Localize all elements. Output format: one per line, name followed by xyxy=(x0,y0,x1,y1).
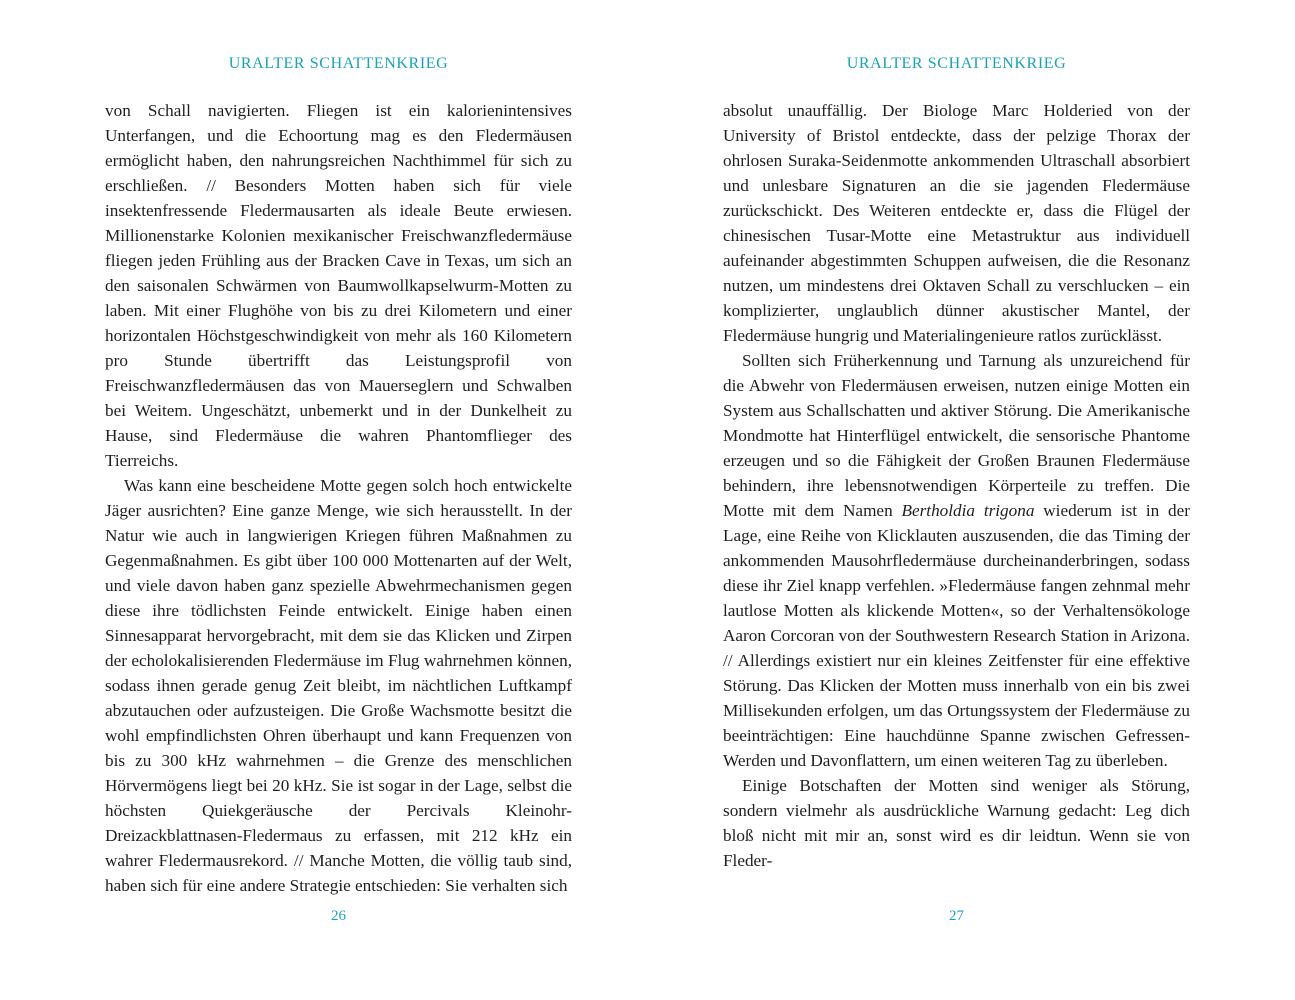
right-paragraph-2-part-1: Sollten sich Früherkennung und Tarnung als unzureichend für die Abwehr von Fledermäusen erweisen, nutzen einige Motten ein System aus Schallschatten und aktiver Störung. Die Amerikanische Mondmotte hat Hinterflügel entwickelt, die sensorische Phantome erzeugen und so die Fähigkeit der Großen Braunen Fledermäuse behindern, ihre lebensnotwendigen Körperteile zu treffen. Die Motte mit dem Namen xyxy=(723,351,1190,520)
right-paragraph-1: absolut unauffällig. Der Biologe Marc Holderied von der University of Bristol entdeckte, dass der pelzige Thorax der ohrlosen Suraka-Seidenmotte ankommenden Ultraschall absorbiert und unlesbare Signaturen an die sie jagenden Fledermäuse zurückschickt. Des Weiteren entdeckte er, dass die Flügel der chinesischen Tusar-Motte eine Metastruktur aus individuell aufeinander abgestimmten Schuppen aufweisen, die die Resonanz nutzen, um mindestens drei Oktaven Schall zu verschlucken – ein komplizierter, unglaublich dünner akustischer Mantel, der Fledermäuse hungrig und Materialingenieure ratlos zurücklässt. xyxy=(723,101,1190,345)
page-number-right: 27 xyxy=(949,908,964,924)
right-page xyxy=(723,0,1190,1000)
left-page-body xyxy=(105,98,572,898)
right-paragraph-2-part-2: wiederum ist in der Lage, eine Reihe von Klicklauten auszusenden, die das Timing der ankommenden Mausohrfledermäuse durcheinanderbringen, sodass diese ihr Ziel knapp verfehlen. »Fledermäuse fangen zehnmal mehr lautlose Motten als klickende Motten«, so der Verhaltensökologe Aaron Corcoran von der Southwestern Research Station in Arizona. // Allerdings existiert nur ein kleines Zeitfenster für eine effektive Störung. Das Klicken der Motten muss innerhalb von ein bis zwei Millisekunden erfolgen, um das Ortungssystem der Fledermäuse zu beeinträchtigen: Eine hauchdünne Spanne zwischen Gefressen-Werden und Davonflattern, um einen weiteren Tag zu überleben. xyxy=(723,501,1190,770)
right-page-body xyxy=(723,98,1190,873)
species-name-italic: Bertholdia trigona xyxy=(901,501,1035,520)
running-head-left: URALTER SCHATTENKRIEG xyxy=(228,55,449,72)
left-paragraph-1: von Schall navigierten. Fliegen ist ein kalorienintensives Unterfangen, und die Echoortung mag es den Fledermäusen ermöglicht haben, den nahrungsreichen Nachthimmel für sich zu erschließen. // Besonders Motten haben sich für viele insektenfressende Fledermausarten als ideale Beute erwiesen. Millionenstarke Kolonien mexikanischer Freischwanzfledermäuse fliegen jeden Frühling aus der Bracken Cave in Texas, um sich an den saisonalen Schwärmen von Baumwollkapselwurm-Motten zu laben. Mit einer Flughöhe von bis zu drei Kilometern und einer horizontalen Höchstgeschwindigkeit von mehr als 160 Kilometern pro Stunde übertrifft das Leistungsprofil von Freischwanzfledermäusen das von Mauerseglern und Schwalben bei Weitem. Ungeschätzt, unbemerkt und in der Dunkelheit zu Hause, sind Fledermäuse die wahren Phantomflieger des Tierreichs. xyxy=(105,101,572,470)
right-paragraph-2 xyxy=(723,348,1190,773)
running-head-right: URALTER SCHATTENKRIEG xyxy=(846,55,1067,72)
left-page xyxy=(105,0,572,1000)
left-paragraph-2: Was kann eine bescheidene Motte gegen solch hoch entwickelte Jäger ausrichten? Eine ganze Menge, wie sich herausstellt. In der Natur wie auch in langwierigen Kriegen führen Maßnahmen zu Gegenmaßnahmen. Es gibt über 100 000 Mottenarten auf der Welt, und viele davon haben ganz spezielle Abwehrmechanismen gegen diese ihre tödlichsten Feinde entwickelt. Einige haben einen Sinnesapparat hervorgebracht, mit dem sie das Klicken und Zirpen der echolokalisierenden Fledermäuse im Flug wahrnehmen können, sodass ihnen gerade genug Zeit bleibt, im nächtlichen Luftkampf abzutauchen oder aufzusteigen. Die Große Wachsmotte besitzt die wohl empfindlichsten Ohren überhaupt und kann Frequenzen von bis zu 300 kHz wahrnehmen – die Grenze des menschlichen Hörvermögens liegt bei 20 kHz. Sie ist sogar in der Lage, selbst die höchsten Quiekgeräusche der Percivals Kleinohr-Dreizackblattnasen-Fledermaus zu erfassen, mit 212 kHz ein wahrer Fledermausrekord. // Manche Motten, die völlig taub sind, haben sich für eine andere Strategie entschieden: Sie verhalten sich xyxy=(105,476,572,895)
right-paragraph-3: Einige Botschaften der Motten sind weniger als Störung, sondern vielmehr als ausdrückliche Warnung gedacht: Leg dich bloß nicht mit mir an, sonst wird es dir leidtun. Wenn sie von Fleder- xyxy=(723,776,1190,870)
page-number-left: 26 xyxy=(331,908,346,924)
